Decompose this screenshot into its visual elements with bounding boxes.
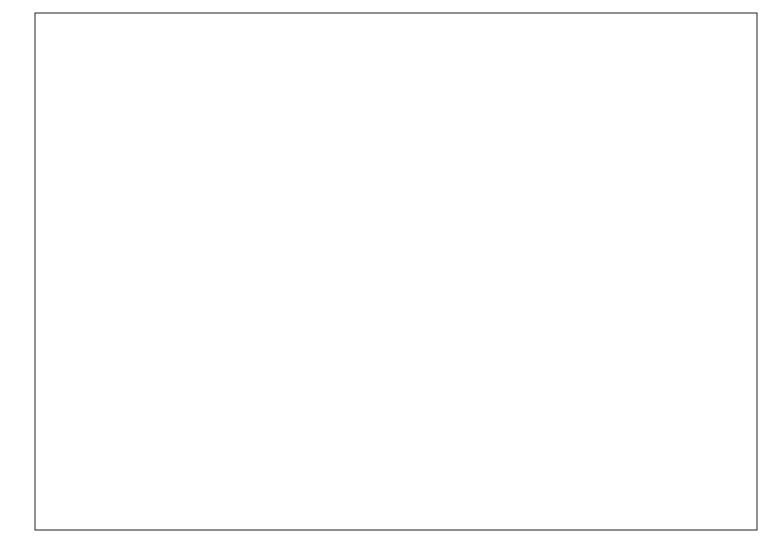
drawing-frame bbox=[35, 13, 757, 530]
